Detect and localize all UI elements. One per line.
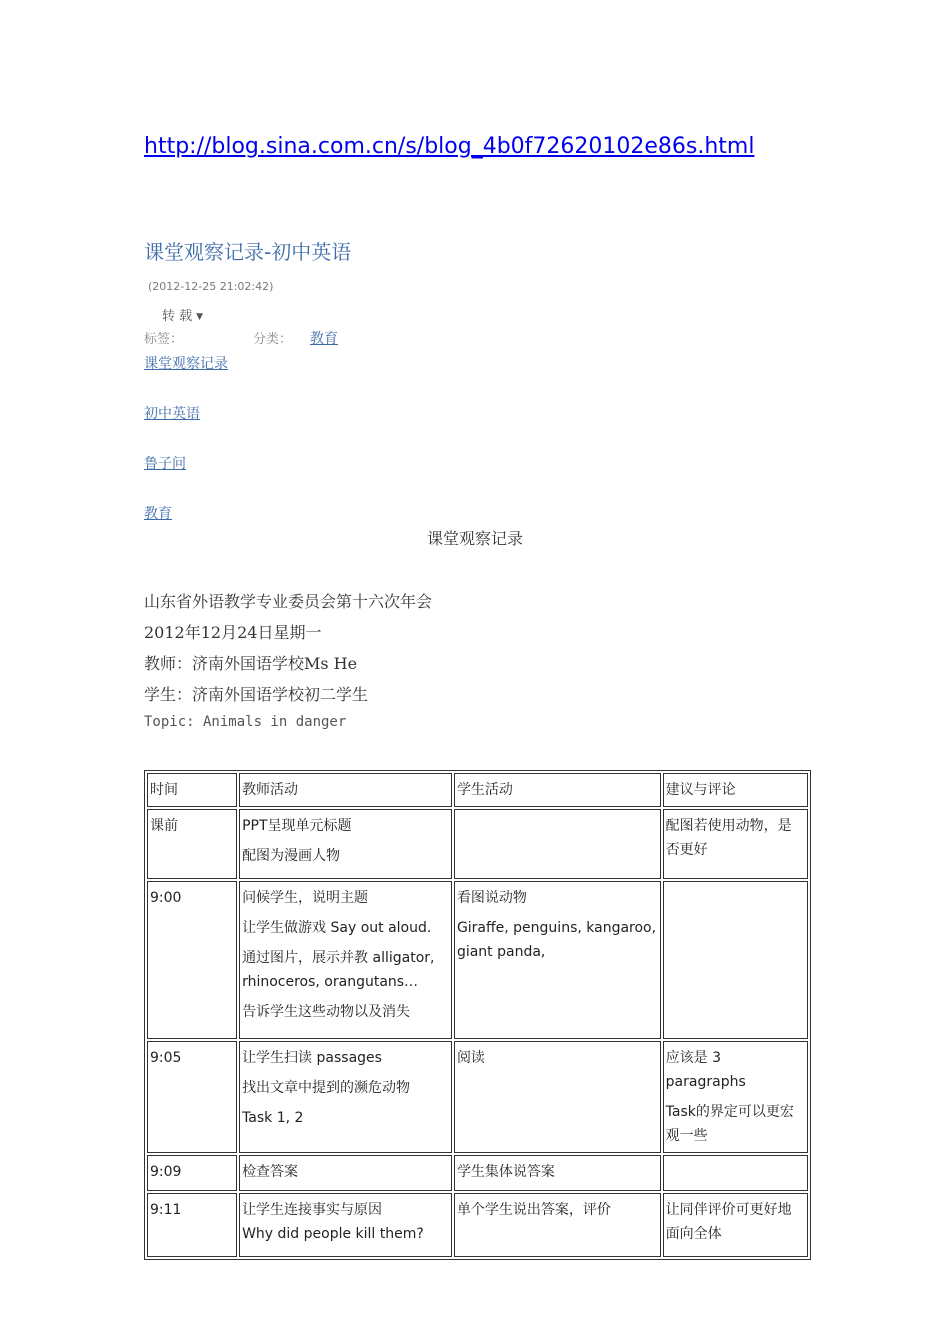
cell-line: Task 1, 2 [242,1110,304,1126]
cell-line: 单个学生说出答案，评价 [456,1202,611,1218]
cell-line: 检查答案 [242,1164,299,1180]
time-cell [147,881,237,1039]
teacher-activity-cell [239,1193,452,1257]
article-line: 学生：济南外国语学校初二学生 [144,685,369,704]
cell-line: 阅读 [456,1050,485,1066]
table-row [147,809,808,879]
cell-line: PPT呈现单元标题 [242,818,352,834]
comment-cell [663,1041,808,1153]
student-activity-cell [454,809,661,879]
topic-line: Topic: Animals in danger [144,714,347,730]
cell-line: 9:09 [150,1164,182,1180]
cell-line: 9:11 [150,1202,182,1218]
comment-cell [663,1193,808,1257]
student-activity-cell [454,881,661,1039]
table-row [147,1193,808,1257]
teacher-activity-cell [239,1155,452,1191]
table-row [147,881,808,1039]
cell-line: 问候学生，说明主题 [242,890,369,906]
cell-line: 让学生连接事实与原因 Why did people kill them? [242,1202,424,1242]
tag-link[interactable]: 鲁子问 [144,456,186,472]
article-heading: 课堂观察记录 [426,529,523,548]
tag-link[interactable]: 课堂观察记录 [144,356,228,372]
article-line: 山东省外语教学专业委员会第十六次年会 [144,592,433,611]
article-line: 2012年12月24日星期一 [144,623,322,642]
cell-line: 应该是 3 paragraphs [665,1050,746,1090]
repost-button[interactable] [162,305,203,324]
time-cell [147,809,237,879]
cell-line: 通过图片，展示并教 alligator, rhinoceros, orangutans… [242,950,435,990]
table-header-cell: 建议与评论 [663,773,808,807]
student-activity-cell [454,1193,661,1257]
teacher-activity-cell [239,809,452,879]
table-row [147,1155,808,1191]
comment-cell [663,809,808,879]
tag-link[interactable]: 教育 [144,506,172,522]
table-header-row [147,773,808,807]
cell-line: 让学生做游戏 Say out aloud. [242,920,432,936]
repost-label: 转 载 [162,309,193,324]
cell-line: Giraffe, penguins, kangaroo, giant panda, [456,920,657,960]
cell-line: Task的界定可以更宏观一些 [665,1104,794,1144]
article-line: 教师：济南外国语学校Ms He [144,654,358,673]
category-link[interactable]: 教育 [310,331,338,347]
tags-label: 标签： [144,332,184,347]
teacher-activity-cell [239,881,452,1039]
cell-line: 让学生扫读 passages [242,1050,382,1066]
cell-line: 告诉学生这些动物以及消失 [242,1004,411,1020]
tag-link[interactable]: 初中英语 [144,406,200,422]
cell-line: 学生集体说答案 [456,1164,555,1180]
student-activity-cell [454,1041,661,1153]
cell-line: 配图为漫画人物 [242,848,341,864]
post-title: 课堂观察记录-初中英语 [144,240,352,264]
cell-line: 找出文章中提到的濒危动物 [242,1080,411,1096]
time-cell [147,1193,237,1257]
source-url-link[interactable]: http://blog.sina.com.cn/s/blog_4b0f72620102e86s.html [144,134,755,159]
table-header-cell: 学生活动 [454,773,661,807]
teacher-activity-cell [239,1041,452,1153]
time-cell [147,1041,237,1153]
comment-cell [663,881,808,1039]
post-timestamp: (2012-12-25 21:02:42) [148,280,274,293]
category-label: 分类： [253,332,293,347]
observation-table [144,770,811,1260]
comment-cell [663,1155,808,1191]
table-row [147,1041,808,1153]
cell-line: 课前 [150,818,178,834]
table-header-cell: 时间 [147,773,237,807]
time-cell [147,1155,237,1191]
table-header-cell: 教师活动 [239,773,452,807]
student-activity-cell [454,1155,661,1191]
cell-line: 配图若使用动物，是否更好 [665,818,792,858]
chevron-down-icon: ▼ [196,312,204,322]
cell-line: 看图说动物 [456,890,527,906]
cell-line: 9:00 [150,890,182,906]
cell-line: 9:05 [150,1050,182,1066]
cell-line: 让同伴评价可更好地面向全体 [665,1202,792,1242]
